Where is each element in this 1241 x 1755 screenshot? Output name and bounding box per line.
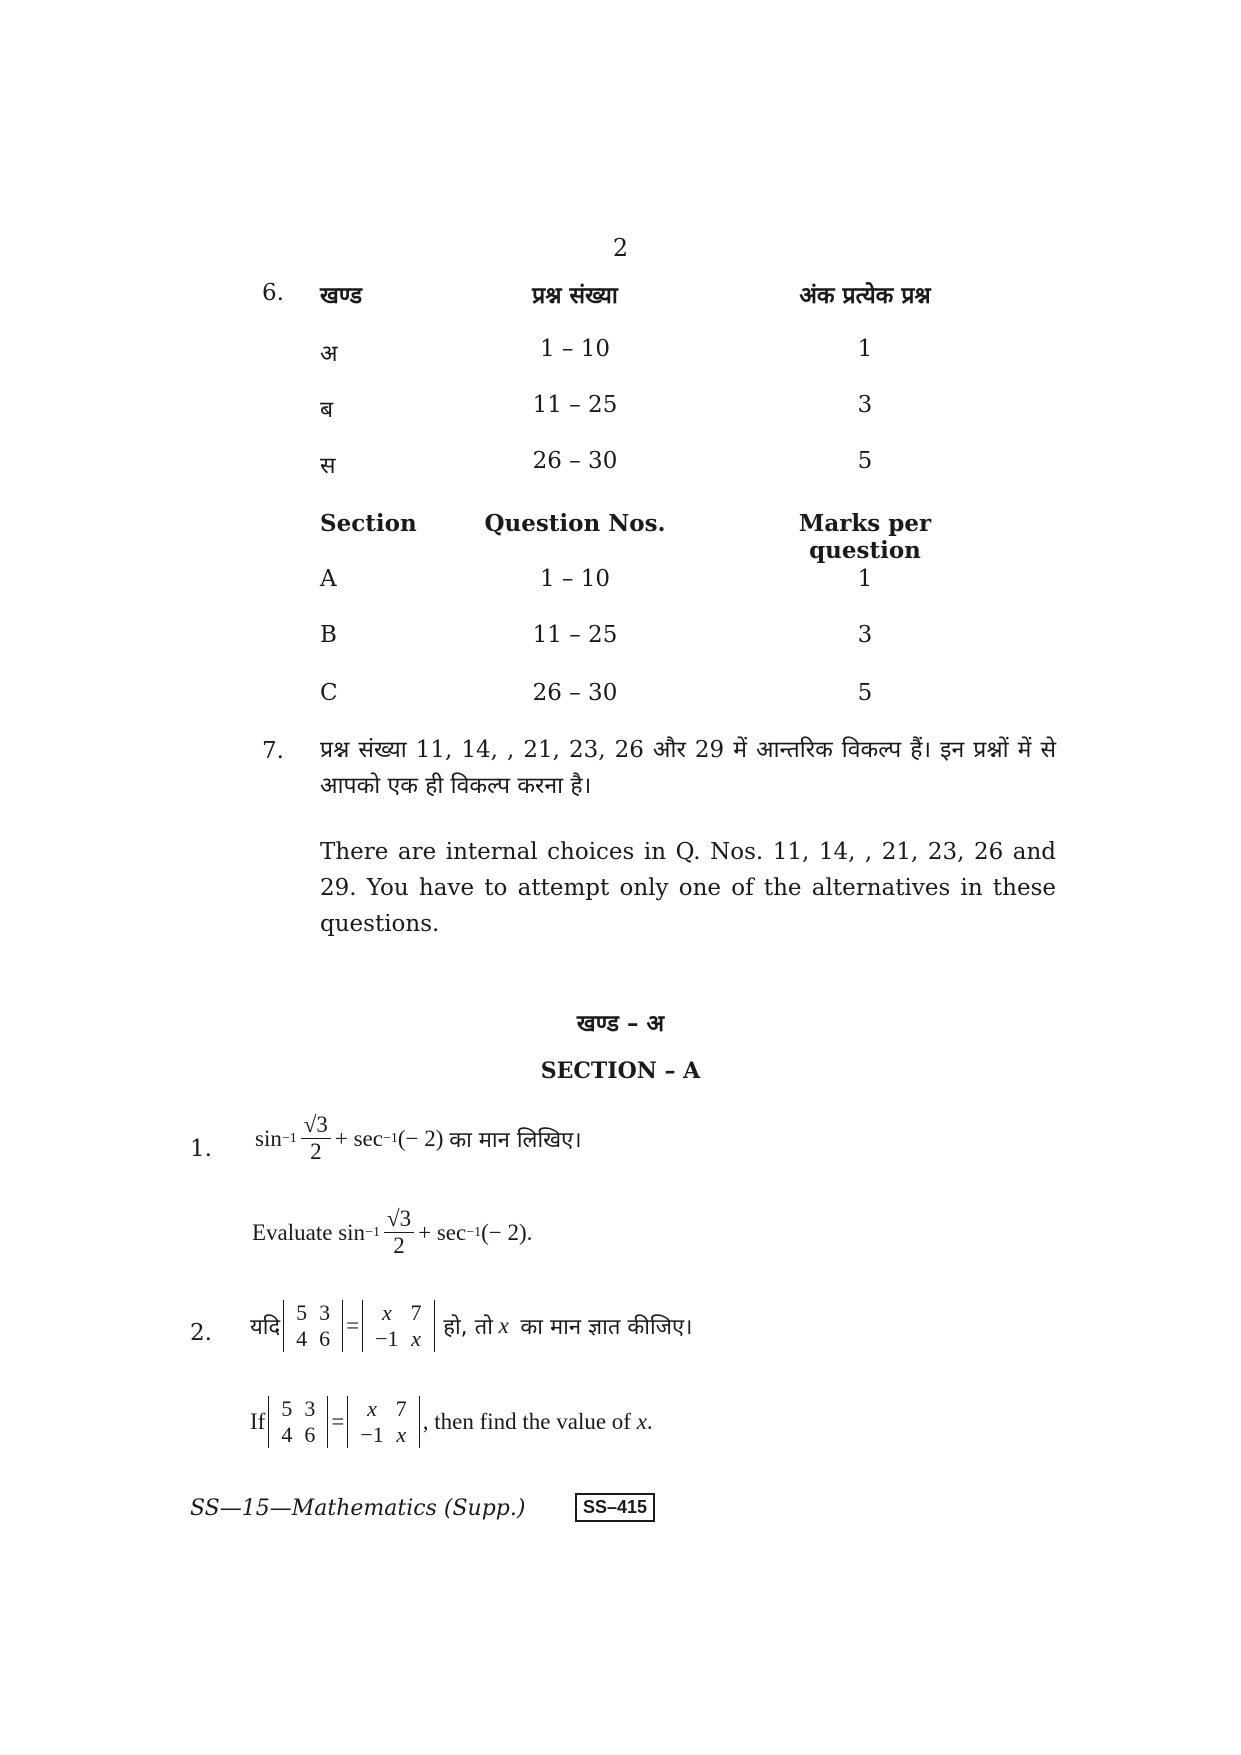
fraction-numerator: √3 bbox=[301, 1112, 331, 1139]
fraction bbox=[384, 1206, 414, 1259]
page-number: 2 bbox=[612, 234, 629, 262]
english-row-section: C bbox=[320, 680, 338, 706]
equals-sign: = bbox=[331, 1409, 345, 1434]
hindi-row-marks: 5 bbox=[857, 448, 873, 474]
det-cell: −1 bbox=[375, 1326, 399, 1351]
english-header-section: Section bbox=[320, 510, 417, 537]
det-cell: 4 bbox=[296, 1326, 308, 1351]
det-cell: x bbox=[367, 1396, 377, 1421]
det-cell: x bbox=[411, 1326, 421, 1351]
fraction-denominator: 2 bbox=[310, 1139, 322, 1164]
english-header-marks: Marks per question bbox=[798, 510, 932, 564]
question-1-english bbox=[252, 1206, 532, 1259]
item-7-number: 7. bbox=[262, 738, 284, 764]
det-cell: 3 bbox=[304, 1396, 316, 1421]
item-6-number: 6. bbox=[262, 280, 284, 306]
hindi-header-marks: अंक प्रत्येक प्रश्न bbox=[799, 282, 931, 309]
question-2-hindi-suffix: का मान ज्ञात कीजिए। bbox=[520, 1315, 693, 1340]
variable-x: x bbox=[498, 1313, 509, 1338]
det-cell: −1 bbox=[360, 1422, 384, 1447]
evaluate-text: Evaluate bbox=[252, 1219, 333, 1245]
hindi-row-questions: 26 – 30 bbox=[532, 448, 618, 474]
det-cell: 3 bbox=[319, 1300, 331, 1325]
footer-subject: SS—15—Mathematics (Supp.) bbox=[190, 1496, 526, 1521]
inverse-superscript: −1 bbox=[281, 1130, 297, 1146]
hindi-row-section: ब bbox=[320, 397, 334, 423]
sin-text: sin bbox=[338, 1219, 366, 1245]
hindi-row-section: स bbox=[320, 453, 336, 479]
variable-x: x bbox=[636, 1409, 647, 1434]
sec-text: sec bbox=[436, 1219, 467, 1245]
section-title-english: SECTION – A bbox=[540, 1058, 701, 1084]
sec-text: sec bbox=[353, 1125, 383, 1151]
det-cell: 7 bbox=[395, 1396, 407, 1421]
question-1-hindi bbox=[255, 1112, 582, 1165]
question-2-hindi bbox=[250, 1300, 692, 1352]
question-2-english bbox=[250, 1396, 653, 1448]
if-text: If bbox=[250, 1409, 266, 1434]
det-cell: 5 bbox=[281, 1396, 293, 1421]
sec-argument: (− 2) bbox=[397, 1125, 444, 1151]
det-cell: x bbox=[381, 1300, 392, 1325]
item-7-hindi-text: प्रश्न संख्या 11, 14, , 21, 23, 26 और 29 में आन्तरिक विकल्प हैं। इन प्रश्नों में से आपको एक ही विकल्प करना है। bbox=[320, 737, 1056, 799]
hindi-row-questions: 1 – 10 bbox=[539, 336, 611, 362]
sin-text: sin bbox=[255, 1125, 282, 1151]
determinant-right bbox=[347, 1396, 419, 1448]
english-row-questions: 11 – 25 bbox=[532, 622, 618, 648]
hindi-header-question-nos: प्रश्न संख्या bbox=[532, 282, 618, 309]
english-row-questions: 26 – 30 bbox=[532, 680, 618, 706]
english-row-questions: 1 – 10 bbox=[539, 566, 611, 592]
english-row-marks: 5 bbox=[857, 680, 873, 706]
english-header-question-nos: Question Nos. bbox=[484, 510, 666, 537]
plus-sign: + bbox=[418, 1219, 432, 1245]
inverse-superscript: −1 bbox=[382, 1130, 398, 1146]
item-7-english-text: There are internal choices in Q. Nos. 11, 14, , 21, 23, 26 and 29. You have to attempt only one of the alternatives in these questions. bbox=[320, 839, 1056, 937]
english-row-marks: 3 bbox=[857, 622, 873, 648]
question-1-hindi-suffix: का मान लिखिए। bbox=[449, 1127, 582, 1153]
fraction-denominator: 2 bbox=[393, 1233, 405, 1258]
inverse-superscript: −1 bbox=[365, 1224, 380, 1240]
det-cell: 7 bbox=[410, 1300, 422, 1325]
hindi-header-section: खण्ड bbox=[320, 282, 363, 309]
english-suffix: , then find the value of bbox=[422, 1409, 631, 1434]
hindi-row-marks: 1 bbox=[857, 336, 873, 362]
footer-paper-code: SS–415 bbox=[575, 1493, 655, 1522]
determinant-right bbox=[362, 1300, 434, 1352]
english-row-section: B bbox=[320, 622, 337, 648]
sec-argument-end: (− 2). bbox=[481, 1219, 533, 1245]
english-row-section: A bbox=[320, 566, 337, 592]
period: . bbox=[646, 1409, 653, 1434]
det-cell: 6 bbox=[319, 1326, 331, 1351]
equals-sign: = bbox=[346, 1313, 360, 1338]
hindi-if-text: यदि bbox=[250, 1315, 281, 1340]
hindi-row-questions: 11 – 25 bbox=[532, 392, 618, 418]
det-cell: 4 bbox=[281, 1422, 293, 1447]
hindi-mid-text: हो, तो bbox=[443, 1315, 493, 1340]
question-1-number: 1. bbox=[190, 1136, 212, 1162]
question-2-number: 2. bbox=[190, 1320, 212, 1346]
plus-sign: + bbox=[334, 1125, 348, 1151]
inverse-superscript: −1 bbox=[466, 1224, 482, 1240]
fraction bbox=[301, 1112, 331, 1165]
hindi-row-marks: 3 bbox=[857, 392, 873, 418]
det-cell: 5 bbox=[296, 1300, 308, 1325]
determinant-left bbox=[283, 1300, 343, 1352]
english-row-marks: 1 bbox=[857, 566, 873, 592]
hindi-row-section: अ bbox=[320, 341, 338, 367]
det-cell: 6 bbox=[304, 1422, 316, 1447]
det-cell: x bbox=[396, 1422, 407, 1447]
determinant-left bbox=[268, 1396, 328, 1448]
fraction-numerator: √3 bbox=[384, 1206, 414, 1233]
section-title-hindi: खण्ड – अ bbox=[576, 1010, 665, 1037]
